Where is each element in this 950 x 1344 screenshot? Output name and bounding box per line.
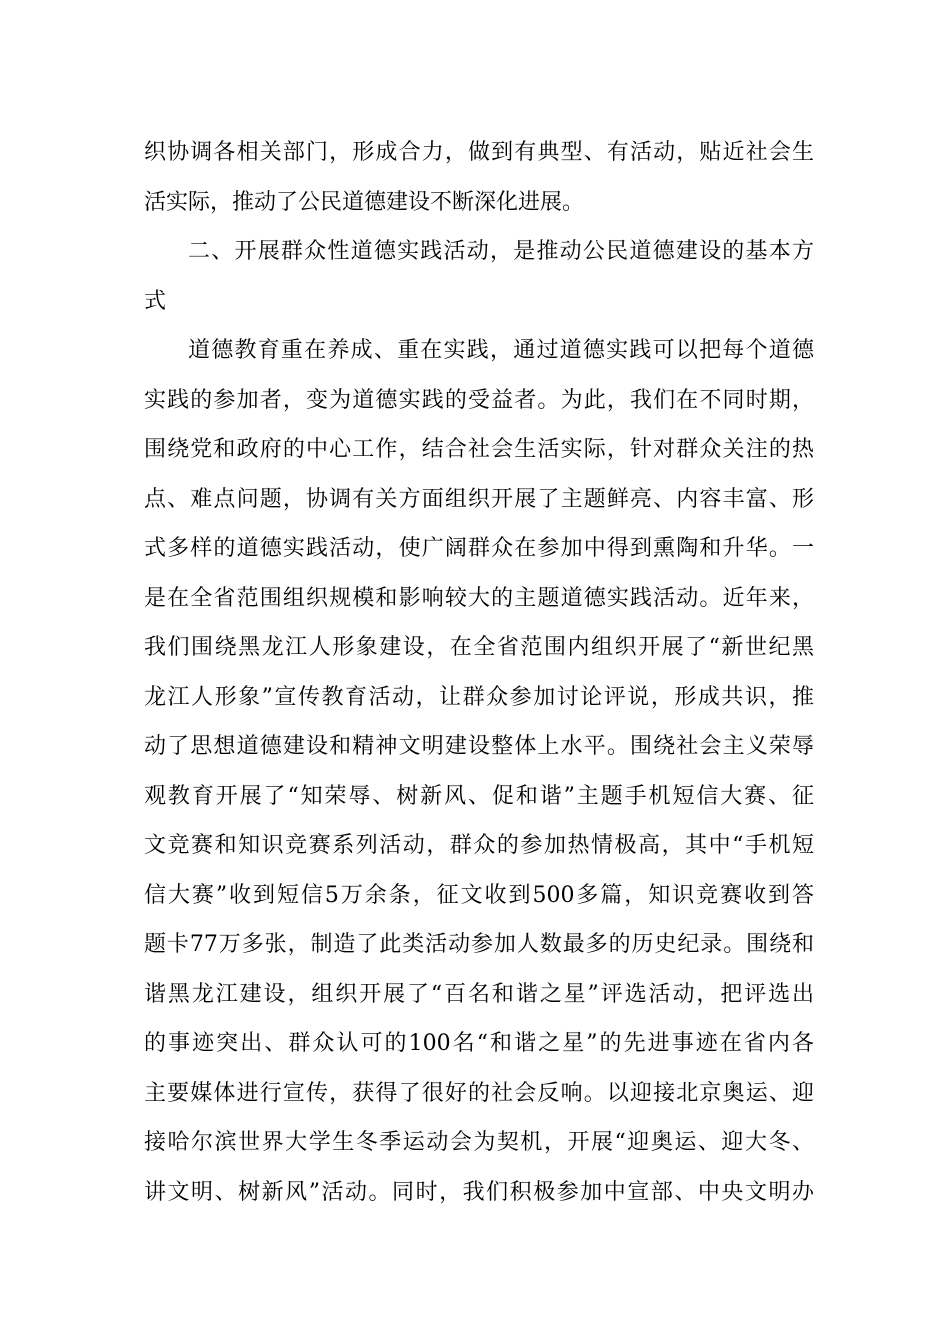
text-line: 是在全省范围组织规模和影响较大的主题道德实践活动。近年来， xyxy=(144,585,814,611)
text-line: 主要媒体进行宣传，获得了很好的社会反响。以迎接北京奥运、迎 xyxy=(144,1080,814,1106)
text-line: 我们围绕黑龙江人形象建设，在全省范围内组织开展了“新世纪黑 xyxy=(144,635,814,660)
text-line: 围绕党和政府的中心工作，结合社会生活实际，针对群众关注的热 xyxy=(144,437,814,462)
text-line: 题卡77万多张，制造了此类活动参加人数最多的历史纪录。围绕和 xyxy=(144,932,814,957)
text-line: 讲文明、树新风”活动。同时，我们积极参加中宣部、中央文明办 xyxy=(144,1179,814,1205)
text-line: 的事迹突出、群众认可的100名“和谐之星”的先进事迹在省内各 xyxy=(144,1031,814,1056)
text-line: 点、难点问题，协调有关方面组织开展了主题鲜亮、内容丰富、形 xyxy=(144,486,814,512)
text-line: 织协调各相关部门，形成合力，做到有典型、有活动，贴近社会生 xyxy=(144,140,814,165)
text-line: 实践的参加者，变为道德实践的受益者。为此，我们在不同时期， xyxy=(144,387,814,413)
text-line: 观教育开展了“知荣辱、树新风、促和谐”主题手机短信大赛、征 xyxy=(144,783,814,809)
section-heading-end: 式 xyxy=(144,288,167,314)
text-line: 活实际，推动了公民道德建设不断深化进展。 xyxy=(144,189,585,215)
text-line: 道德教育重在养成、重在实践，通过道德实践可以把每个道德 xyxy=(188,338,814,363)
text-line: 谐黑龙江建设，组织开展了“百名和谐之星”评选活动，把评选出 xyxy=(144,981,814,1007)
text-line: 式多样的道德实践活动，使广阔群众在参加中得到熏陶和升华。一 xyxy=(144,536,814,561)
text-line: 接哈尔滨世界大学生冬季运动会为契机，开展“迎奥运、迎大冬、 xyxy=(144,1130,814,1155)
text-line: 文竞赛和知识竞赛系列活动，群众的参加热情极高，其中“手机短 xyxy=(144,833,814,858)
body-text xyxy=(144,128,814,1217)
text-line: 动了思想道德建设和精神文明建设整体上水平。围绕社会主义荣辱 xyxy=(144,734,814,759)
text-line: 信大赛”收到短信5万余条，征文收到500多篇，知识竞赛收到答 xyxy=(144,882,814,908)
section-heading: 二、开展群众性道德实践活动，是推动公民道德建设的基本方 xyxy=(188,239,814,264)
text-line: 龙江人形象”宣传教育活动，让群众参加讨论评说，形成共识，推 xyxy=(144,684,814,710)
